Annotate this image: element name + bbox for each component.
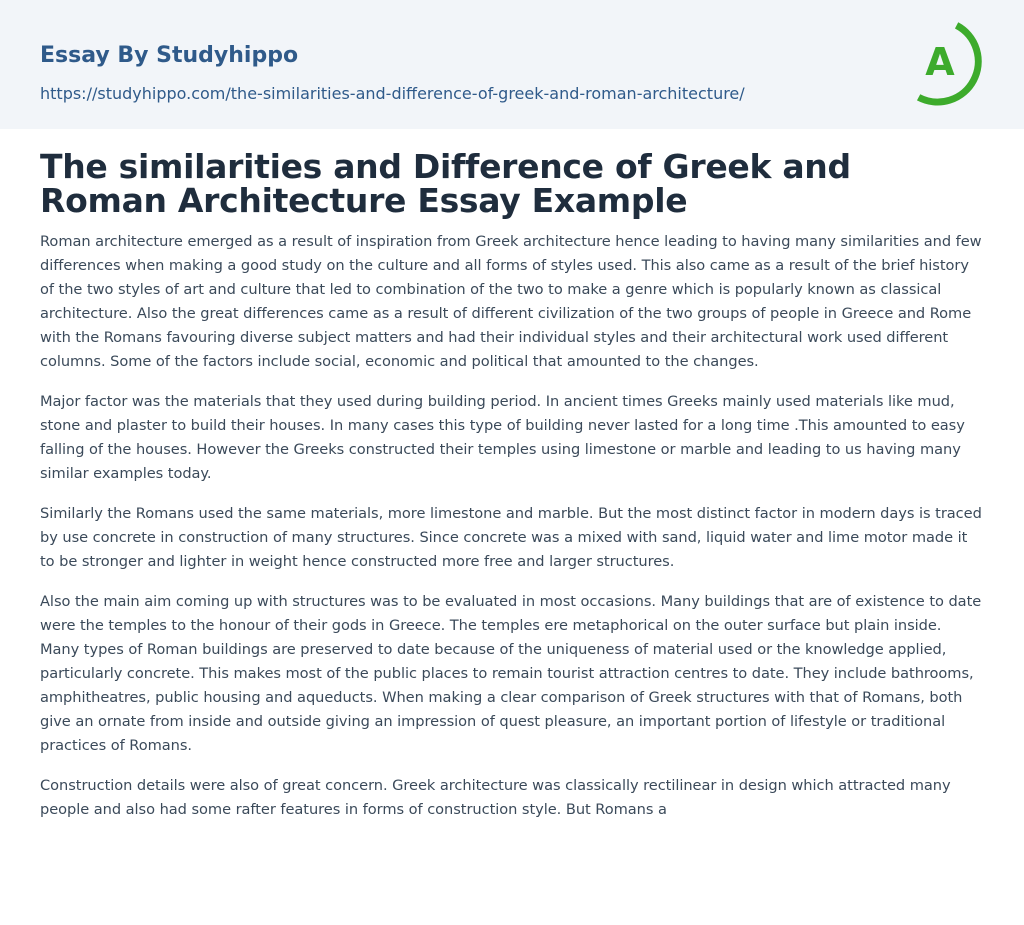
article-paragraph: Similarly the Romans used the same materials, more limestone and marble. But the most distinct factor in modern days is traced by use concrete in construction of many structures. Since concrete was a mixed with sand, liquid water and lime motor made it to be stronger and lighter in weight hence constructed more free and larger structures. (40, 505, 982, 570)
source-url-link[interactable]: https://studyhippo.com/the-similarities-and-difference-of-greek-and-roman-architecture/ (40, 84, 745, 103)
studyhippo-logo-icon[interactable] (896, 19, 988, 107)
logo-letter: A (925, 40, 955, 84)
article-title: The similarities and Difference of Greek and Roman Architecture Essay Example (40, 147, 851, 220)
article-body (40, 230, 985, 822)
article-paragraph: Roman architecture emerged as a result of inspiration from Greek architecture hence leading to having many similarities and few differences when making a good study on the culture and all forms of styles used. This also came as a result of the brief history of the two styles of art and culture that led to combination of the two to make a genre which is popularly known as classical architecture. Also the great differences came as a result of different civilization of the two groups of people in Greece and Rome with the Romans favouring diverse subject matters and had their individual styles and their architectural work used different columns. Some of the factors include social, economic and political that amounted to the changes. (40, 233, 982, 370)
article-paragraph: Major factor was the materials that they used during building period. In ancient times Greeks mainly used materials like mud, stone and plaster to build their houses. In many cases this type of building never lasted for a long time .This amounted to easy falling of the houses. However the Greeks constructed their temples using limestone or marble and leading to us having many similar examples today. (40, 393, 965, 482)
site-header (0, 0, 1024, 129)
article-paragraph: Also the main aim coming up with structures was to be evaluated in most occasions. Many buildings that are of existence to date were the temples to the honour of their gods in Greece. The temples ere metaphorical on the outer surface but plain inside. Many types of Roman buildings are preserved to date because of the uniqueness of material used or the knowledge applied, particularly concrete. This makes most of the public places to remain tourist attraction centres to date. They include bathrooms, amphitheatres, public housing and aqueducts. When making a clear comparison of Greek structures with that of Romans, both give an ornate from inside and outside giving an impression of quest pleasure, an important portion of lifestyle or traditional practices of Romans. (40, 593, 982, 754)
article (40, 147, 985, 838)
site-name: Essay By Studyhippo (40, 43, 299, 68)
article-paragraph: Construction details were also of great concern. Greek architecture was classically rectilinear in design which attracted many people and also had some rafter features in forms of construction style. But Romans a (40, 777, 951, 818)
